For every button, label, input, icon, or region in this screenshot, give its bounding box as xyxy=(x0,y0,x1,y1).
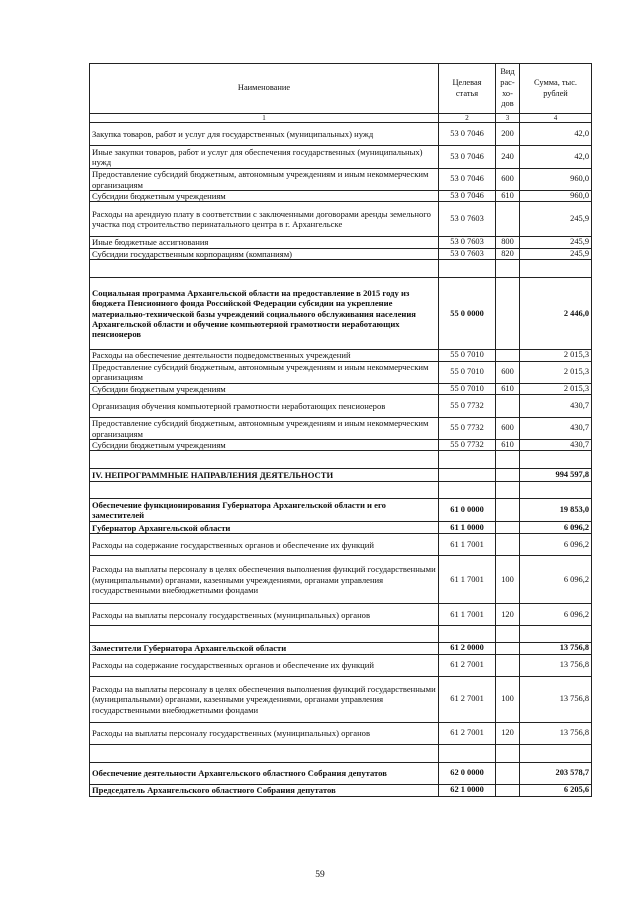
table-row xyxy=(90,604,592,626)
kind-cell: 600 xyxy=(496,418,520,440)
header-row xyxy=(90,64,592,114)
amount-cell: 2 015,3 xyxy=(520,361,592,383)
table-row xyxy=(90,469,592,482)
amount-cell: 245,9 xyxy=(520,202,592,237)
name-cell: Предоставление субсидий бюджетным, автономным учреждениям и иным некоммерческим организациям xyxy=(90,361,439,383)
name-cell: IV. НЕПРОГРАММНЫЕ НАПРАВЛЕНИЯ ДЕЯТЕЛЬНОСТИ xyxy=(90,469,439,482)
name-cell: Расходы на содержание государственных органов и обеспечение их функций xyxy=(90,534,439,556)
table-row xyxy=(90,499,592,522)
kind-cell: 100 xyxy=(496,676,520,722)
name-cell: Предоставление субсидий бюджетным, автономным учреждениям и иным некоммерческим организациям xyxy=(90,418,439,440)
table-row xyxy=(90,383,592,394)
table-row xyxy=(90,784,592,796)
empty-cell xyxy=(520,260,592,278)
column-number: 3 xyxy=(496,114,520,123)
amount-cell: 13 756,8 xyxy=(520,654,592,676)
code-cell: 55 0 7010 xyxy=(439,350,496,361)
name-cell: Расходы на обеспечение деятельности подведомственных учреждений xyxy=(90,350,439,361)
name-cell: Субсидии государственным корпорациям (компаниям) xyxy=(90,248,439,259)
table-row xyxy=(90,762,592,784)
table-row xyxy=(90,418,592,440)
table-row xyxy=(90,350,592,361)
amount-cell: 960,0 xyxy=(520,169,592,191)
code-cell: 53 0 7603 xyxy=(439,237,496,248)
kind-cell xyxy=(496,469,520,482)
name-cell: Иные бюджетные ассигнования xyxy=(90,237,439,248)
column-number: 2 xyxy=(439,114,496,123)
table-row xyxy=(90,361,592,383)
amount-cell: 203 578,7 xyxy=(520,762,592,784)
code-cell: 55 0 7732 xyxy=(439,440,496,451)
name-cell: Председатель Архангельского областного Собрания депутатов xyxy=(90,784,439,796)
name-cell: Расходы на выплаты персоналу в целях обеспечения выполнения функций государственными (муниципальными) органами, казенными учреждениями, органами управления государственными внебюджетными фондами xyxy=(90,676,439,722)
empty-cell xyxy=(496,482,520,499)
kind-cell: 120 xyxy=(496,722,520,744)
empty-cell xyxy=(439,626,496,643)
code-cell: 53 0 7046 xyxy=(439,123,496,146)
amount-cell: 2 015,3 xyxy=(520,350,592,361)
code-cell: 55 0 7732 xyxy=(439,395,496,418)
kind-cell: 200 xyxy=(496,123,520,146)
amount-cell: 6 205,6 xyxy=(520,784,592,796)
table-row xyxy=(90,654,592,676)
name-cell: Губернатор Архангельской области xyxy=(90,522,439,534)
header-amount: Сумма, тыс. рублей xyxy=(520,64,592,114)
column-number-row xyxy=(90,114,592,123)
name-cell: Иные закупки товаров, работ и услуг для обеспечения государственных (муниципальных) нужд xyxy=(90,146,439,169)
name-cell: Субсидии бюджетным учреждениям xyxy=(90,191,439,202)
amount-cell: 430,7 xyxy=(520,395,592,418)
spacer-row xyxy=(90,626,592,643)
table-row xyxy=(90,556,592,604)
empty-cell xyxy=(90,451,439,469)
name-cell: Социальная программа Архангельской области на предоставление в 2015 году из бюджета Пенсионного фонда Российской Федерации субсидии на укрепление материально-технической базы учреждений социального обслуживания населения Архангельской области и обучение компьютерной грамотности неработающих пенсионеров xyxy=(90,278,439,350)
code-cell: 53 0 7046 xyxy=(439,146,496,169)
table-row xyxy=(90,722,592,744)
amount-cell: 2 015,3 xyxy=(520,383,592,394)
kind-cell xyxy=(496,762,520,784)
empty-cell xyxy=(520,482,592,499)
code-cell: 62 0 0000 xyxy=(439,762,496,784)
code-cell: 62 1 0000 xyxy=(439,784,496,796)
empty-cell xyxy=(496,451,520,469)
name-cell: Расходы на выплаты персоналу государственных (муниципальных) органов xyxy=(90,604,439,626)
spacer-row xyxy=(90,260,592,278)
amount-cell: 19 853,0 xyxy=(520,499,592,522)
empty-cell xyxy=(90,744,439,762)
amount-cell: 42,0 xyxy=(520,146,592,169)
spacer-row xyxy=(90,482,592,499)
empty-cell xyxy=(496,744,520,762)
kind-cell xyxy=(496,534,520,556)
empty-cell xyxy=(90,482,439,499)
amount-cell: 2 446,0 xyxy=(520,278,592,350)
column-number: 1 xyxy=(90,114,439,123)
empty-cell xyxy=(90,626,439,643)
code-cell: 61 1 7001 xyxy=(439,604,496,626)
kind-cell: 610 xyxy=(496,191,520,202)
code-cell: 53 0 7603 xyxy=(439,248,496,259)
empty-cell xyxy=(520,744,592,762)
empty-cell xyxy=(496,626,520,643)
amount-cell: 6 096,2 xyxy=(520,604,592,626)
table-row xyxy=(90,440,592,451)
kind-cell xyxy=(496,278,520,350)
amount-cell: 430,7 xyxy=(520,418,592,440)
name-cell: Субсидии бюджетным учреждениям xyxy=(90,383,439,394)
table-row xyxy=(90,146,592,169)
name-cell: Заместители Губернатора Архангельской области xyxy=(90,643,439,654)
spacer-row xyxy=(90,744,592,762)
table-row xyxy=(90,202,592,237)
name-cell: Обеспечение деятельности Архангельского областного Собрания депутатов xyxy=(90,762,439,784)
name-cell: Расходы на выплаты персоналу в целях обеспечения выполнения функций государственными (муниципальными) органами, казенными учреждениями, органами управления государственными внебюджетными фондами xyxy=(90,556,439,604)
header-name: Наименование xyxy=(90,64,439,114)
kind-cell xyxy=(496,202,520,237)
kind-cell: 100 xyxy=(496,556,520,604)
empty-cell xyxy=(439,260,496,278)
amount-cell: 994 597,8 xyxy=(520,469,592,482)
kind-cell: 610 xyxy=(496,440,520,451)
amount-cell: 245,9 xyxy=(520,248,592,259)
code-cell: 61 1 0000 xyxy=(439,522,496,534)
code-cell: 55 0 7732 xyxy=(439,418,496,440)
empty-cell xyxy=(439,744,496,762)
table-row xyxy=(90,191,592,202)
kind-cell xyxy=(496,522,520,534)
header-code: Целевая статья xyxy=(439,64,496,114)
kind-cell xyxy=(496,350,520,361)
table-row xyxy=(90,248,592,259)
amount-cell: 6 096,2 xyxy=(520,556,592,604)
amount-cell: 13 756,8 xyxy=(520,676,592,722)
header-kind: Вид рас-хо-дов xyxy=(496,64,520,114)
code-cell: 55 0 7010 xyxy=(439,383,496,394)
name-cell: Обеспечение функционирования Губернатора Архангельской области и его заместителей xyxy=(90,499,439,522)
code-cell: 61 1 7001 xyxy=(439,556,496,604)
amount-cell: 13 756,8 xyxy=(520,643,592,654)
empty-cell xyxy=(90,260,439,278)
code-cell: 61 2 7001 xyxy=(439,654,496,676)
code-cell: 61 0 0000 xyxy=(439,499,496,522)
kind-cell: 600 xyxy=(496,169,520,191)
kind-cell: 240 xyxy=(496,146,520,169)
table-row xyxy=(90,534,592,556)
spacer-row xyxy=(90,451,592,469)
amount-cell: 6 096,2 xyxy=(520,534,592,556)
column-number: 4 xyxy=(520,114,592,123)
table-row xyxy=(90,643,592,654)
code-cell: 61 2 0000 xyxy=(439,643,496,654)
amount-cell: 13 756,8 xyxy=(520,722,592,744)
amount-cell: 42,0 xyxy=(520,123,592,146)
table-row xyxy=(90,522,592,534)
name-cell: Предоставление субсидий бюджетным, автономным учреждениям и иным некоммерческим организациям xyxy=(90,169,439,191)
kind-cell: 820 xyxy=(496,248,520,259)
kind-cell xyxy=(496,784,520,796)
kind-cell: 610 xyxy=(496,383,520,394)
kind-cell xyxy=(496,395,520,418)
code-cell: 53 0 7046 xyxy=(439,169,496,191)
kind-cell: 600 xyxy=(496,361,520,383)
kind-cell xyxy=(496,643,520,654)
amount-cell: 430,7 xyxy=(520,440,592,451)
name-cell: Расходы на выплаты персоналу государственных (муниципальных) органов xyxy=(90,722,439,744)
name-cell: Закупка товаров, работ и услуг для государственных (муниципальных) нужд xyxy=(90,123,439,146)
code-cell: 61 2 7001 xyxy=(439,676,496,722)
kind-cell xyxy=(496,654,520,676)
kind-cell: 120 xyxy=(496,604,520,626)
amount-cell: 960,0 xyxy=(520,191,592,202)
table-row xyxy=(90,237,592,248)
table-body xyxy=(90,64,592,797)
page-number: 59 xyxy=(315,870,325,880)
amount-cell: 6 096,2 xyxy=(520,522,592,534)
empty-cell xyxy=(520,451,592,469)
code-cell: 53 0 7603 xyxy=(439,202,496,237)
table-row xyxy=(90,278,592,350)
name-cell: Организация обучения компьютерной грамотности неработающих пенсионеров xyxy=(90,395,439,418)
table-row xyxy=(90,169,592,191)
name-cell: Субсидии бюджетным учреждениям xyxy=(90,440,439,451)
empty-cell xyxy=(496,260,520,278)
code-cell: 55 0 0000 xyxy=(439,278,496,350)
empty-cell xyxy=(439,482,496,499)
name-cell: Расходы на арендную плату в соответствии с заключенными договорами аренды земельного участка под строительство перинатального центра в г. Архангельске xyxy=(90,202,439,237)
name-cell: Расходы на содержание государственных органов и обеспечение их функций xyxy=(90,654,439,676)
kind-cell xyxy=(496,499,520,522)
table-row xyxy=(90,395,592,418)
code-cell: 53 0 7046 xyxy=(439,191,496,202)
amount-cell: 245,9 xyxy=(520,237,592,248)
code-cell: 61 2 7001 xyxy=(439,722,496,744)
table-row xyxy=(90,123,592,146)
kind-cell: 800 xyxy=(496,237,520,248)
code-cell xyxy=(439,469,496,482)
empty-cell xyxy=(520,626,592,643)
code-cell: 55 0 7010 xyxy=(439,361,496,383)
code-cell: 61 1 7001 xyxy=(439,534,496,556)
table-row xyxy=(90,676,592,722)
empty-cell xyxy=(439,451,496,469)
budget-table xyxy=(89,63,592,797)
